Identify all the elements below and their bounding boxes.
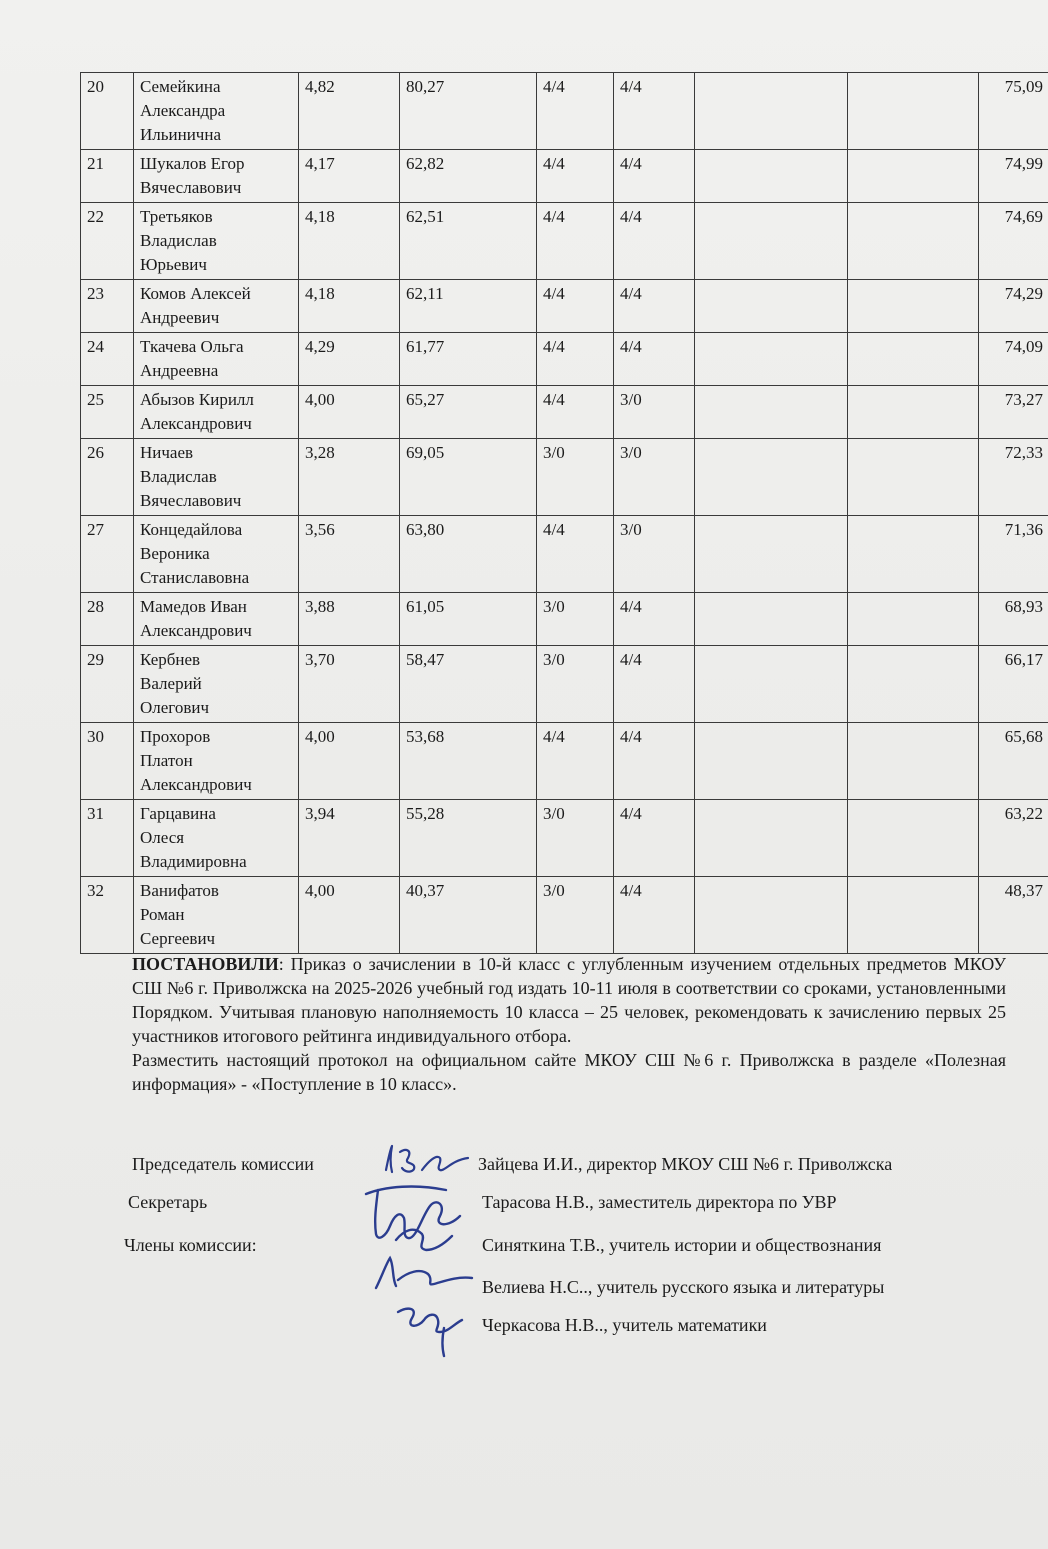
empty-cell — [848, 593, 979, 646]
empty-cell — [695, 386, 848, 439]
student-name-line: Мамедов Иван — [140, 597, 247, 616]
table-row — [81, 800, 1048, 877]
student-name — [134, 877, 299, 954]
exam-result-1: 4/4 — [537, 516, 614, 593]
row-number: 21 — [81, 150, 134, 203]
member1-name: Синяткина Т.В., учитель истории и обществознания — [482, 1235, 882, 1255]
student-name-line: Кербнев — [140, 650, 201, 669]
average-grade: 4,18 — [299, 280, 400, 333]
total-rating: 65,68 — [979, 723, 1048, 800]
empty-cell — [695, 593, 848, 646]
exam-result-2: 4/4 — [614, 280, 695, 333]
average-grade: 4,00 — [299, 723, 400, 800]
total-rating: 73,27 — [979, 386, 1048, 439]
empty-cell — [848, 800, 979, 877]
table-row — [81, 877, 1048, 954]
empty-cell — [848, 73, 979, 150]
student-name — [134, 646, 299, 723]
student-name — [134, 723, 299, 800]
empty-cell — [848, 203, 979, 280]
student-name — [134, 516, 299, 593]
total-rating: 74,09 — [979, 333, 1048, 386]
average-grade: 3,94 — [299, 800, 400, 877]
student-name-line: Концедайлова — [140, 520, 243, 539]
student-name-line: Владислав — [140, 467, 217, 486]
exam-result-1: 3/0 — [537, 439, 614, 516]
secretary-name: Тарасова Н.В., заместитель директора по УВР — [482, 1192, 837, 1212]
student-name — [134, 386, 299, 439]
total-rating: 63,22 — [979, 800, 1048, 877]
member3-name: Черкасова Н.В.., учитель математики — [482, 1315, 767, 1335]
score: 55,28 — [400, 800, 537, 877]
student-name-line: Юрьевич — [140, 255, 207, 274]
exam-result-2: 4/4 — [614, 800, 695, 877]
average-grade: 4,29 — [299, 333, 400, 386]
table-row — [81, 150, 1048, 203]
student-name — [134, 333, 299, 386]
student-name-line: Станиславовна — [140, 568, 250, 587]
exam-result-2: 4/4 — [614, 203, 695, 280]
student-name — [134, 593, 299, 646]
table-row — [81, 73, 1048, 150]
average-grade: 4,17 — [299, 150, 400, 203]
empty-cell — [848, 516, 979, 593]
student-name-line: Валерий — [140, 674, 202, 693]
table-row — [81, 439, 1048, 516]
empty-cell — [695, 439, 848, 516]
row-number: 20 — [81, 73, 134, 150]
chair-role: Председатель комиссии — [132, 1154, 314, 1174]
total-rating: 68,93 — [979, 593, 1048, 646]
score: 58,47 — [400, 646, 537, 723]
student-name — [134, 280, 299, 333]
table-row — [81, 333, 1048, 386]
score: 62,51 — [400, 203, 537, 280]
score: 53,68 — [400, 723, 537, 800]
table-row — [81, 516, 1048, 593]
table-row — [81, 593, 1048, 646]
score: 62,82 — [400, 150, 537, 203]
student-name — [134, 73, 299, 150]
total-rating: 66,17 — [979, 646, 1048, 723]
empty-cell — [848, 333, 979, 386]
table-row — [81, 203, 1048, 280]
exam-result-1: 4/4 — [537, 150, 614, 203]
exam-result-1: 3/0 — [537, 800, 614, 877]
exam-result-1: 3/0 — [537, 593, 614, 646]
student-name-line: Комов Алексей — [140, 284, 251, 303]
student-name-line: Прохоров — [140, 727, 211, 746]
student-name-line: Александра — [140, 101, 226, 120]
row-number: 24 — [81, 333, 134, 386]
table-row — [81, 723, 1048, 800]
empty-cell — [695, 646, 848, 723]
decision-block — [132, 952, 1006, 1096]
empty-cell — [695, 203, 848, 280]
secretary-role: Секретарь — [128, 1192, 208, 1212]
exam-result-2: 4/4 — [614, 593, 695, 646]
score: 61,77 — [400, 333, 537, 386]
student-name-line: Третьяков — [140, 207, 213, 226]
student-name-line: Андреевич — [140, 308, 220, 327]
empty-cell — [695, 333, 848, 386]
student-name-line: Вячеславович — [140, 491, 242, 510]
score: 61,05 — [400, 593, 537, 646]
student-name-line: Александрович — [140, 621, 252, 640]
rating-table — [80, 72, 1048, 954]
score: 63,80 — [400, 516, 537, 593]
student-name-line: Олегович — [140, 698, 210, 717]
row-number: 22 — [81, 203, 134, 280]
exam-result-1: 4/4 — [537, 203, 614, 280]
decision-label: ПОСТАНОВИЛИ — [132, 954, 279, 974]
rating-table-wrap — [80, 72, 1043, 954]
average-grade: 3,56 — [299, 516, 400, 593]
exam-result-2: 4/4 — [614, 723, 695, 800]
member2-name: Велиева Н.С.., учитель русского языка и литературы — [482, 1277, 885, 1297]
student-name-line: Вероника — [140, 544, 210, 563]
student-name-line: Гарцавина — [140, 804, 216, 823]
table-row — [81, 280, 1048, 333]
student-name-line: Ничаев — [140, 443, 194, 462]
exam-result-2: 4/4 — [614, 150, 695, 203]
student-name-line: Владислав — [140, 231, 217, 250]
exam-result-2: 4/4 — [614, 646, 695, 723]
empty-cell — [695, 723, 848, 800]
member2-signature — [368, 1250, 478, 1296]
empty-cell — [848, 150, 979, 203]
student-name-line: Ткачева Ольга — [140, 337, 244, 356]
student-name-line: Сергеевич — [140, 929, 216, 948]
row-number: 27 — [81, 516, 134, 593]
score: 62,11 — [400, 280, 537, 333]
student-name-line: Роман — [140, 905, 185, 924]
total-rating: 74,29 — [979, 280, 1048, 333]
secretary-signature — [356, 1176, 476, 1256]
student-name-line: Вячеславович — [140, 178, 242, 197]
total-rating: 75,09 — [979, 73, 1048, 150]
total-rating: 48,37 — [979, 877, 1048, 954]
exam-result-2: 3/0 — [614, 439, 695, 516]
score: 69,05 — [400, 439, 537, 516]
chair-name: Зайцева И.И., директор МКОУ СШ №6 г. Приволжска — [478, 1154, 893, 1174]
row-number: 25 — [81, 386, 134, 439]
exam-result-2: 3/0 — [614, 516, 695, 593]
student-name-line: Александрович — [140, 414, 252, 433]
student-name-line: Ванифатов — [140, 881, 219, 900]
exam-result-1: 4/4 — [537, 386, 614, 439]
row-number: 32 — [81, 877, 134, 954]
total-rating: 74,69 — [979, 203, 1048, 280]
empty-cell — [848, 646, 979, 723]
exam-result-1: 3/0 — [537, 877, 614, 954]
exam-result-1: 4/4 — [537, 723, 614, 800]
row-number: 29 — [81, 646, 134, 723]
student-name-line: Платон — [140, 751, 193, 770]
student-name — [134, 150, 299, 203]
empty-cell — [848, 386, 979, 439]
decision-paragraph — [132, 952, 1006, 1048]
table-row — [81, 646, 1048, 723]
empty-cell — [848, 723, 979, 800]
total-rating: 74,99 — [979, 150, 1048, 203]
empty-cell — [848, 439, 979, 516]
row-number: 28 — [81, 593, 134, 646]
empty-cell — [695, 150, 848, 203]
empty-cell — [695, 877, 848, 954]
student-name — [134, 203, 299, 280]
exam-result-1: 4/4 — [537, 333, 614, 386]
row-number: 23 — [81, 280, 134, 333]
row-number: 30 — [81, 723, 134, 800]
row-number: 31 — [81, 800, 134, 877]
table-row — [81, 386, 1048, 439]
student-name — [134, 439, 299, 516]
members-role: Члены комиссии: — [124, 1235, 257, 1255]
empty-cell — [848, 877, 979, 954]
score: 80,27 — [400, 73, 537, 150]
member3-signature — [388, 1298, 472, 1360]
average-grade: 4,00 — [299, 386, 400, 439]
row-number: 26 — [81, 439, 134, 516]
student-name-line: Ильинична — [140, 125, 221, 144]
score: 40,37 — [400, 877, 537, 954]
student-name-line: Олеся — [140, 828, 185, 847]
total-rating: 72,33 — [979, 439, 1048, 516]
average-grade: 4,00 — [299, 877, 400, 954]
publication-paragraph: Разместить настоящий протокол на официальном сайте МКОУ СШ №6 г. Приволжска в разделе «Полезная информация» - «Поступление в 10 класс». — [132, 1050, 1006, 1094]
student-name-line: Семейкина — [140, 77, 221, 96]
student-name-line: Александрович — [140, 775, 252, 794]
decision-text: : Приказ о зачислении в 10-й класс с углубленным изучением отдельных предметов МКОУ СШ №6 г. Приволжска на 2025-2026 учебный год издать 10-11 июля в соответствии со сроками, установленными Порядком. Учитывая плановую наполняемость 10 класса – 25 человек, рекомендовать к зачислению первых 25 участников итогового рейтинга индивидуального отбора. — [132, 954, 1006, 1046]
average-grade: 3,70 — [299, 646, 400, 723]
exam-result-2: 4/4 — [614, 877, 695, 954]
average-grade: 3,28 — [299, 439, 400, 516]
average-grade: 3,88 — [299, 593, 400, 646]
empty-cell — [695, 73, 848, 150]
student-name-line: Владимировна — [140, 852, 247, 871]
average-grade: 4,18 — [299, 203, 400, 280]
average-grade: 4,82 — [299, 73, 400, 150]
student-name — [134, 800, 299, 877]
exam-result-2: 4/4 — [614, 73, 695, 150]
total-rating: 71,36 — [979, 516, 1048, 593]
exam-result-1: 4/4 — [537, 280, 614, 333]
exam-result-1: 4/4 — [537, 73, 614, 150]
exam-result-2: 4/4 — [614, 333, 695, 386]
exam-result-1: 3/0 — [537, 646, 614, 723]
student-name-line: Абызов Кирилл — [140, 390, 254, 409]
empty-cell — [695, 800, 848, 877]
student-name-line: Шукалов Егор — [140, 154, 245, 173]
empty-cell — [848, 280, 979, 333]
exam-result-2: 3/0 — [614, 386, 695, 439]
score: 65,27 — [400, 386, 537, 439]
empty-cell — [695, 280, 848, 333]
empty-cell — [695, 516, 848, 593]
student-name-line: Андреевна — [140, 361, 219, 380]
